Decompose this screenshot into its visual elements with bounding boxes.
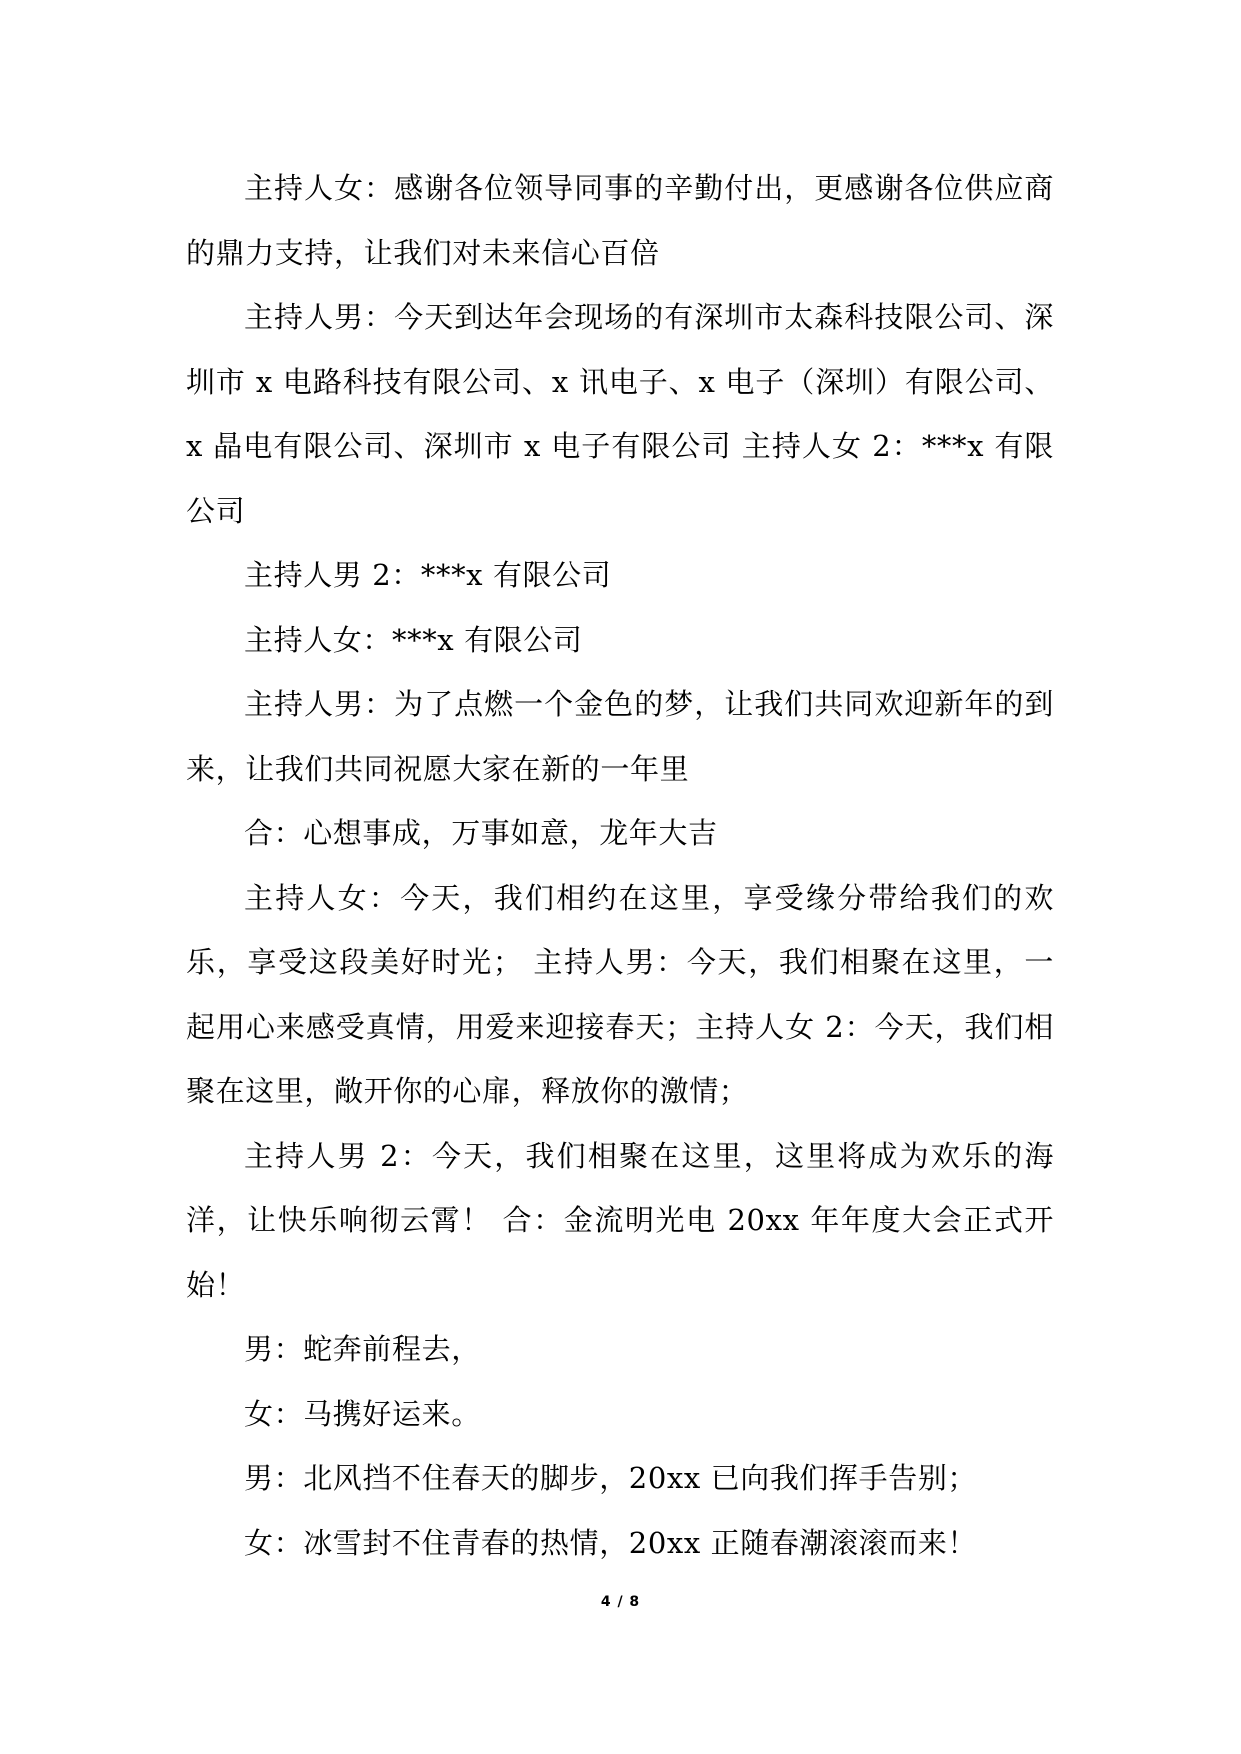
paragraph-11: 男：北风挡不住春天的脚步，20xx 已向我们挥手告别； — [244, 1461, 978, 1495]
page-number: 4 / 8 — [600, 1594, 641, 1610]
paragraph-10: 女：马携好运来。 — [244, 1396, 481, 1431]
paragraph-1: 主持人女：感谢各位领导同事的辛勤付出，更感谢各位供应商的鼎力支持，让我们对未来信心百倍 — [186, 171, 1054, 270]
paragraph-12: 女：冰雪封不住青春的热情，20xx 正随春潮滚滚而来！ — [244, 1525, 978, 1560]
paragraph-5: 主持人男：为了点燃一个金色的梦，让我们共同欢迎新年的到来，让我们共同祝愿大家在新的一年里 — [186, 687, 1054, 786]
paragraph-4: 主持人女：***x 有限公司 — [244, 622, 583, 657]
document-body — [186, 156, 1054, 1575]
paragraph-7: 主持人女：今天，我们相约在这里，享受缘分带给我们的欢乐，享受这段美好时光； 主持人男：今天，我们相聚在这里，一起用心来感受真情，用爱来迎接春天；主持人女 2：今天，我们相聚在这里，敞开你的心扉，释放你的激情； — [186, 880, 1054, 1108]
paragraph-8: 主持人男 2：今天，我们相聚在这里，这里将成为欢乐的海洋，让快乐响彻云霄！ 合：金流明光电 20xx 年年度大会正式开始！ — [186, 1138, 1054, 1302]
paragraph-6: 合：心想事成，万事如意，龙年大吉 — [244, 816, 718, 850]
paragraph-2: 主持人男：今天到达年会现场的有深圳市太森科技限公司、深圳市 x 电路科技有限公司、x 讯电子、x 电子（深圳）有限公司、x 晶电有限公司、深圳市 x 电子有限公司 主持人女 2：***x 有限公司 — [186, 300, 1054, 528]
paragraph-3: 主持人男 2：***x 有限公司 — [244, 558, 612, 592]
paragraph-9: 男：蛇奔前程去， — [244, 1332, 481, 1366]
